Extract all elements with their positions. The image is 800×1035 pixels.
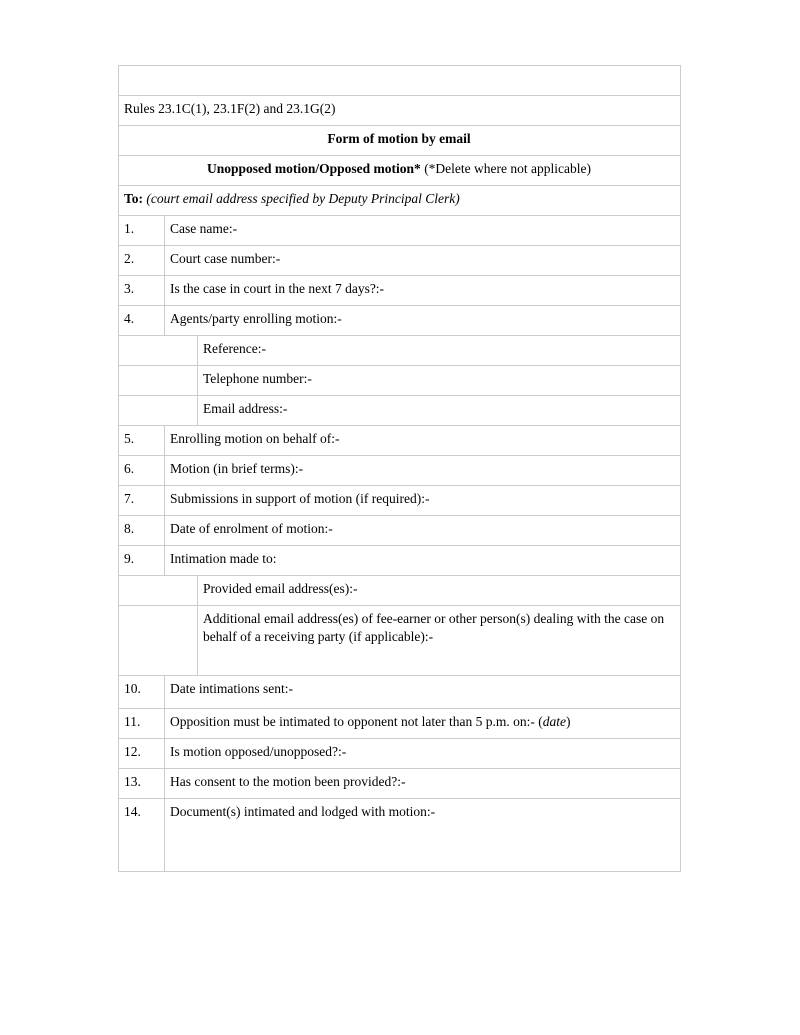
row-label-cell: Agents/party enrolling motion:- bbox=[165, 306, 681, 336]
paren-open: ( bbox=[534, 714, 543, 729]
table-subrow-email bbox=[119, 396, 681, 426]
row-number-cell: 14. bbox=[119, 799, 165, 872]
row-number-cell: 3. bbox=[119, 276, 165, 306]
table-row-to bbox=[119, 186, 681, 216]
row-number-cell: 5. bbox=[119, 426, 165, 456]
row-number-cell: 11. bbox=[119, 709, 165, 739]
row-number-cell: 1. bbox=[119, 216, 165, 246]
table-row-title bbox=[119, 126, 681, 156]
table-row-empty bbox=[119, 66, 681, 96]
row-label-cell bbox=[165, 709, 681, 739]
row-label-cell: Document(s) intimated and lodged with motion:- bbox=[165, 799, 681, 872]
subrow-label-cell: Telephone number:- bbox=[198, 366, 681, 396]
table-subrow-additional-email bbox=[119, 606, 681, 676]
subrow-label-cell: Provided email address(es):- bbox=[198, 576, 681, 606]
row-number-cell: 6. bbox=[119, 456, 165, 486]
row-number-cell: 13. bbox=[119, 769, 165, 799]
date-placeholder: date bbox=[542, 714, 566, 729]
row-number-cell: 2. bbox=[119, 246, 165, 276]
row-label-cell: Date of enrolment of motion:- bbox=[165, 516, 681, 546]
subrow-indent-cell bbox=[119, 576, 198, 606]
row-label-cell: Date intimations sent:- bbox=[165, 676, 681, 709]
row-number-cell: 4. bbox=[119, 306, 165, 336]
table-row-court-case-number bbox=[119, 246, 681, 276]
row-label-cell: Motion (in brief terms):- bbox=[165, 456, 681, 486]
form-subtitle bbox=[119, 156, 681, 186]
paren-close: ) bbox=[565, 714, 571, 729]
table-row-opposed-unopposed bbox=[119, 739, 681, 769]
table-row-documents bbox=[119, 799, 681, 872]
form-title: Form of motion by email bbox=[119, 126, 681, 156]
table-row-consent bbox=[119, 769, 681, 799]
subrow-label-cell: Reference:- bbox=[198, 336, 681, 366]
table-subrow-reference bbox=[119, 336, 681, 366]
motion-form-table bbox=[118, 65, 681, 872]
row-label-cell: Has consent to the motion been provided?:- bbox=[165, 769, 681, 799]
subtitle-bold-text: Unopposed motion/Opposed motion* bbox=[207, 161, 421, 176]
row-label-cell: Enrolling motion on behalf of:- bbox=[165, 426, 681, 456]
subrow-indent-cell bbox=[119, 606, 198, 676]
row-label-cell: Is motion opposed/unopposed?:- bbox=[165, 739, 681, 769]
table-row-submissions bbox=[119, 486, 681, 516]
to-label: To: bbox=[124, 191, 144, 206]
to-line bbox=[119, 186, 681, 216]
table-row-opposition-deadline bbox=[119, 709, 681, 739]
to-detail: (court email address specified by Deputy Principal Clerk) bbox=[143, 191, 460, 206]
table-row-date-intimations bbox=[119, 676, 681, 709]
table-row-case-name bbox=[119, 216, 681, 246]
row-number-cell: 12. bbox=[119, 739, 165, 769]
row-number-cell: 10. bbox=[119, 676, 165, 709]
empty-header-cell bbox=[119, 66, 681, 96]
subrow-indent-cell bbox=[119, 396, 198, 426]
subtitle-note-text: (*Delete where not applicable) bbox=[420, 161, 591, 176]
row-label-cell: Submissions in support of motion (if required):- bbox=[165, 486, 681, 516]
subrow-indent-cell bbox=[119, 336, 198, 366]
row-number-cell: 9. bbox=[119, 546, 165, 576]
subrow-label-cell: Email address:- bbox=[198, 396, 681, 426]
row-label-cell: Case name:- bbox=[165, 216, 681, 246]
row-label-cell: Intimation made to: bbox=[165, 546, 681, 576]
table-subrow-telephone bbox=[119, 366, 681, 396]
table-row-date-enrolment bbox=[119, 516, 681, 546]
rules-reference: Rules 23.1C(1), 23.1F(2) and 23.1G(2) bbox=[119, 96, 681, 126]
table-row-subtitle bbox=[119, 156, 681, 186]
row-number-cell: 7. bbox=[119, 486, 165, 516]
table-row-rules bbox=[119, 96, 681, 126]
opposition-deadline-text: Opposition must be intimated to opponent not later than 5 p.m. on:- bbox=[170, 714, 535, 729]
table-row-on-behalf-of bbox=[119, 426, 681, 456]
table-row-next-7-days bbox=[119, 276, 681, 306]
table-row-motion-brief bbox=[119, 456, 681, 486]
table-subrow-provided-email bbox=[119, 576, 681, 606]
table-row-intimation-made-to bbox=[119, 546, 681, 576]
row-label-cell: Is the case in court in the next 7 days?:- bbox=[165, 276, 681, 306]
row-label-cell: Court case number:- bbox=[165, 246, 681, 276]
subrow-indent-cell bbox=[119, 366, 198, 396]
subrow-label-cell: Additional email address(es) of fee-earner or other person(s) dealing with the case on behalf of a receiving party (if applicable):- bbox=[198, 606, 681, 676]
row-number-cell: 8. bbox=[119, 516, 165, 546]
table-row-agents-party bbox=[119, 306, 681, 336]
